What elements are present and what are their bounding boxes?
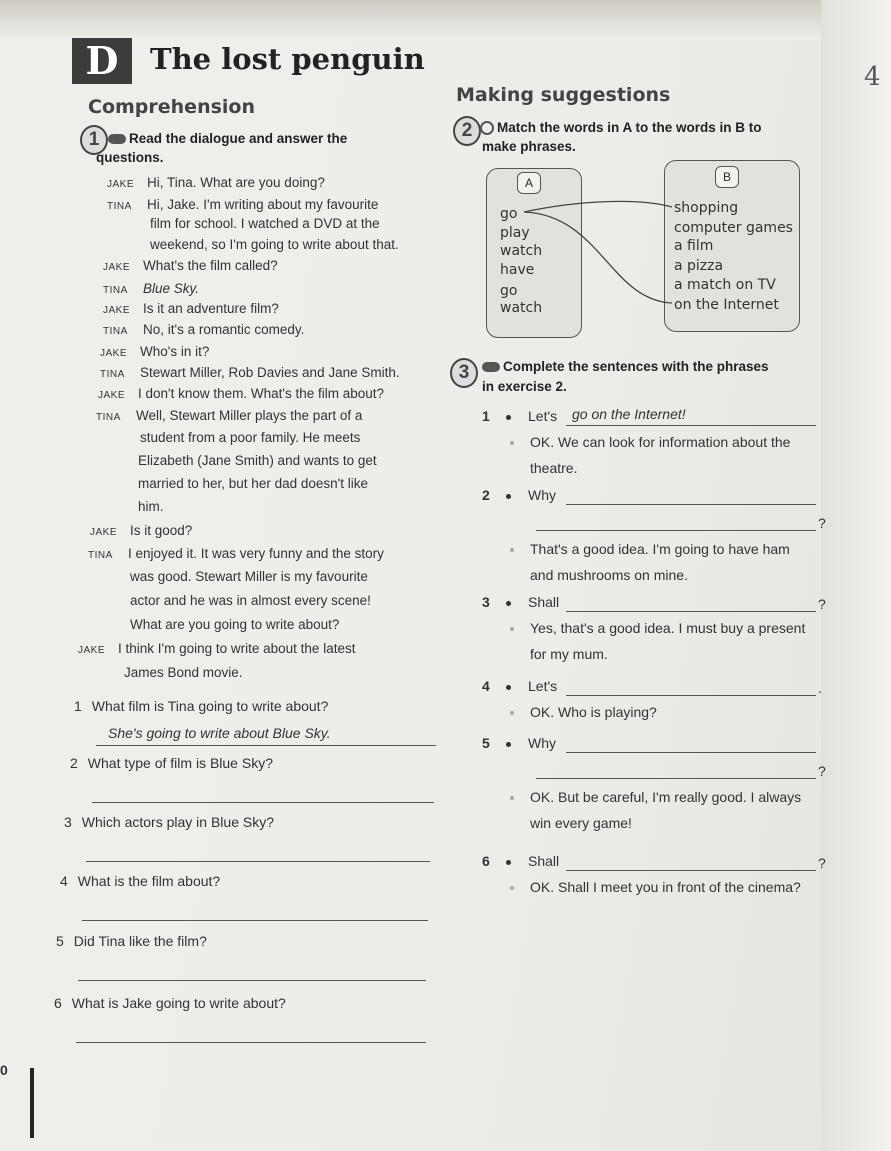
question — [54, 995, 286, 1011]
sentence-number: 1 — [482, 408, 490, 424]
sentence-answer: go on the Internet! — [572, 406, 686, 422]
word-b: a pizza — [674, 258, 724, 274]
sentence-number: 3 — [482, 594, 490, 610]
sentence-number: 4 — [482, 678, 490, 694]
dialogue-text: Is it an adventure film? — [143, 301, 279, 316]
exercise-2-number: 2 — [453, 116, 481, 146]
answer-line[interactable] — [76, 1041, 426, 1043]
exercise-3-instruction: Complete the sentences with the phrases — [482, 357, 769, 376]
sentence-prompt: Shall — [528, 853, 560, 869]
word-a: play — [500, 225, 530, 241]
dialogue-text: I think I'm going to write about the latest — [118, 641, 356, 656]
speaker-a-bullet — [506, 685, 511, 690]
sentence-number: 2 — [482, 487, 490, 503]
word-a: go — [500, 283, 518, 299]
speaker-name: JAKE — [100, 348, 128, 359]
sentence-prompt: Let's — [528, 678, 558, 694]
box-a-label: A — [517, 172, 541, 194]
speaker-a-bullet — [506, 860, 511, 865]
dialogue-text: Hi, Tina. What are you doing? — [147, 175, 325, 190]
speaker-name: JAKE — [107, 179, 135, 190]
sentence-prompt: Why — [528, 735, 556, 751]
exercise-1-instruction-2: questions. — [96, 150, 164, 165]
match-line-go-internet — [524, 212, 672, 303]
word-b: shopping — [674, 200, 739, 216]
speaker-name: TINA — [103, 326, 128, 337]
answer-line[interactable] — [92, 801, 434, 803]
question-number: 5 — [56, 933, 64, 949]
footer-bar — [30, 1068, 34, 1138]
answer-line[interactable] — [86, 860, 430, 862]
exercise-1-instruction: Read the dialogue and answer the — [108, 129, 347, 148]
exercise-1-number: 1 — [80, 125, 108, 155]
dialogue-text: married to her, but her dad doesn't like — [138, 476, 368, 491]
question — [74, 698, 328, 714]
word-a: go — [500, 206, 518, 222]
sentence-prompt: Why — [528, 487, 556, 503]
speaker-name: JAKE — [103, 305, 131, 316]
answer-line[interactable] — [82, 919, 428, 921]
sentence-end: ? — [818, 763, 826, 779]
dialogue-text: film for school. I watched a DVD at the — [150, 216, 380, 231]
speaker-b-bullet — [510, 711, 514, 715]
footer-page-number: 0 — [0, 1062, 8, 1078]
dialogue-line — [96, 405, 362, 429]
dialogue-line — [138, 450, 377, 472]
sentence-number: 5 — [482, 735, 490, 751]
sentence-answer-line[interactable] — [566, 751, 816, 753]
dialogue-text: I enjoyed it. It was very funny and the story — [128, 546, 384, 561]
question — [64, 814, 274, 830]
dialogue-line — [138, 496, 164, 518]
dialogue-line — [90, 520, 192, 544]
speaker-a-bullet — [506, 415, 511, 420]
question — [70, 755, 273, 771]
sentence-reply: OK. Shall I meet you in front of the cinema? — [530, 879, 801, 895]
dialogue-text: No, it's a romantic comedy. — [143, 322, 305, 337]
question-number: 3 — [64, 814, 72, 830]
dialogue-text: was good. Stewart Miller is my favourite — [130, 569, 368, 584]
speaker-name: TINA — [107, 201, 132, 212]
speaker-name: TINA — [103, 285, 128, 296]
dialogue-text: James Bond movie. — [124, 665, 243, 680]
word-a: watch — [500, 243, 543, 259]
box-b-label: B — [715, 166, 739, 188]
dialogue-text: actor and he was in almost every scene! — [130, 593, 371, 608]
word-a: watch — [500, 300, 543, 316]
audio-icon-2 — [482, 362, 500, 372]
dialogue-text: I don't know them. What's the film about? — [138, 386, 385, 401]
question-text: What film is Tina going to write about? — [91, 698, 329, 714]
page-number: 4 — [864, 62, 881, 92]
dialogue-line — [140, 427, 360, 449]
speaker-a-bullet — [506, 494, 511, 499]
speaker-b-bullet — [510, 548, 514, 552]
dialogue-text: student from a poor family. He meets — [140, 430, 361, 445]
word-b: a match on TV — [674, 277, 776, 293]
dialogue-line — [130, 590, 371, 612]
question-number: 4 — [60, 873, 68, 889]
sentence-answer-line[interactable] — [566, 694, 816, 696]
word-b: on the Internet — [674, 297, 779, 313]
speaker-name: TINA — [88, 550, 113, 561]
sentence-reply: OK. We can look for information about the — [530, 434, 791, 450]
exercise-3-number: 3 — [450, 358, 478, 388]
sentence-reply-2: theatre. — [530, 460, 578, 476]
question — [56, 933, 207, 949]
suggestions-heading: Making suggestions — [456, 84, 671, 106]
exercise-3-instruction-2: in exercise 2. — [482, 379, 567, 394]
question-number: 1 — [74, 698, 82, 714]
sentence-end: ? — [818, 515, 826, 531]
sentence-reply-2: for my mum. — [530, 646, 608, 662]
exercise-2-instruction: Match the words in A to the words in B to — [480, 118, 762, 137]
dialogue-text: Blue Sky. — [143, 281, 200, 296]
speaker-b-bullet — [510, 441, 514, 445]
sentence-reply-2: and mushrooms on mine. — [530, 567, 688, 583]
dialogue-line — [130, 566, 368, 588]
question-text: Did Tina like the film? — [73, 933, 207, 949]
question-text: Which actors play in Blue Sky? — [81, 814, 274, 830]
dialogue-text: What's the film called? — [143, 258, 278, 273]
speaker-name: JAKE — [103, 262, 131, 273]
speaker-a-bullet — [506, 742, 511, 747]
exercise-2-instruction-2: make phrases. — [482, 139, 576, 154]
sentence-reply: OK. Who is playing? — [530, 704, 657, 720]
speaker-name: JAKE — [98, 390, 126, 401]
match-line-go-shopping — [524, 201, 672, 212]
question-text: What is the film about? — [77, 873, 221, 889]
sentence-answer-line-2[interactable] — [536, 529, 816, 531]
word-b: computer games — [674, 220, 793, 236]
speaker-b-bullet — [510, 796, 514, 800]
dialogue-line — [78, 638, 355, 662]
question-number: 6 — [54, 995, 62, 1011]
question-number: 2 — [70, 755, 78, 771]
answer-line[interactable] — [78, 979, 426, 981]
dialogue-text: What are you going to write about? — [130, 617, 340, 632]
dialogue-text: weekend, so I'm going to write about that. — [150, 237, 399, 252]
sentence-end: ? — [818, 855, 826, 871]
comprehension-heading: Comprehension — [88, 96, 255, 118]
dialogue-line — [138, 473, 368, 495]
sentence-answer-line[interactable] — [566, 424, 816, 426]
word-b: a film — [674, 238, 714, 254]
dialogue-text: Well, Stewart Miller plays the part of a — [136, 408, 363, 423]
dialogue-line — [124, 662, 243, 684]
dialogue-text: Elizabeth (Jane Smith) and wants to get — [138, 453, 377, 468]
speaker-name: TINA — [100, 369, 125, 380]
section-title: The lost penguin — [150, 42, 425, 76]
question-text: What is Jake going to write about? — [71, 995, 286, 1011]
answer-text: She's going to write about Blue Sky. — [108, 725, 331, 741]
sentence-answer-line[interactable] — [566, 610, 816, 612]
sentence-answer-line[interactable] — [566, 503, 816, 505]
dialogue-text: him. — [138, 499, 164, 514]
answer-line[interactable] — [96, 744, 436, 746]
section-letter: D — [72, 38, 132, 84]
question — [60, 873, 220, 889]
sentence-answer-line-2[interactable] — [536, 777, 816, 779]
sentence-answer-line[interactable] — [566, 869, 816, 871]
sentence-end: . — [818, 680, 822, 696]
sentence-prompt: Shall — [528, 594, 560, 610]
sentence-reply: OK. But be careful, I'm really good. I always — [530, 789, 802, 805]
speaker-b-bullet — [510, 886, 514, 890]
sentence-prompt: Let's — [528, 408, 558, 424]
sentence-end: ? — [818, 596, 826, 612]
speaker-b-bullet — [510, 627, 514, 631]
dialogue-text: Hi, Jake. I'm writing about my favourite — [147, 197, 379, 212]
dialogue-line — [130, 614, 339, 636]
dialogue-line — [88, 543, 384, 567]
speaker-name: TINA — [96, 412, 121, 423]
sentence-number: 6 — [482, 853, 490, 869]
sentence-reply: Yes, that's a good idea. I must buy a present — [530, 620, 806, 636]
question-text: What type of film is Blue Sky? — [87, 755, 273, 771]
word-a: have — [500, 262, 535, 278]
dialogue-text: Is it good? — [130, 523, 193, 538]
dialogue-text: Who's in it? — [140, 344, 210, 359]
match-line-svg — [0, 0, 891, 400]
sentence-reply-2: win every game! — [530, 815, 632, 831]
sentence-reply: That's a good idea. I'm going to have ham — [530, 541, 790, 557]
dialogue-text: Stewart Miller, Rob Davies and Jane Smith. — [140, 365, 400, 380]
speaker-name: JAKE — [90, 527, 118, 538]
speaker-a-bullet — [506, 601, 511, 606]
speaker-name: JAKE — [78, 645, 106, 656]
